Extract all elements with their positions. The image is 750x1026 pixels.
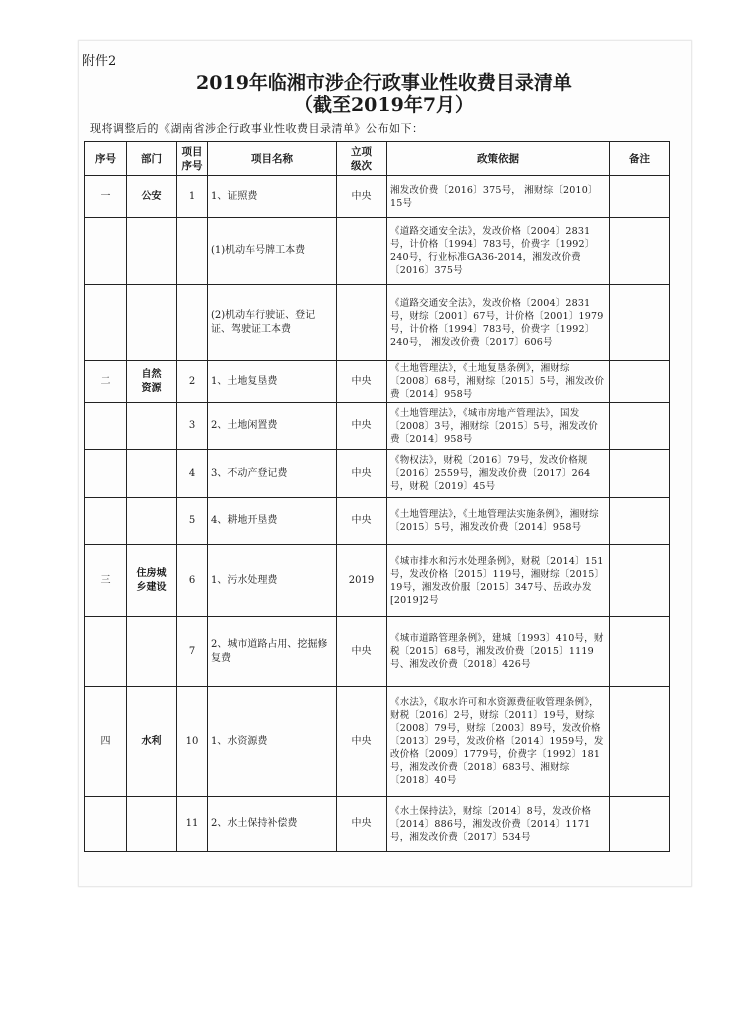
cell-seq [85, 450, 127, 498]
cell-seq: 二 [85, 361, 127, 403]
cell-seq [85, 403, 127, 450]
cell-note [610, 285, 670, 361]
cell-item [177, 218, 208, 285]
cell-name: 2、土地闲置费 [208, 403, 337, 450]
cell-level: 中央 [337, 498, 387, 545]
cell-item: 3 [177, 403, 208, 450]
document-subtitle: （截至2019年7月） [293, 94, 475, 116]
cell-dept: 住房城 乡建设 [127, 545, 177, 617]
header-note: 备注 [610, 142, 670, 176]
header-name: 项目名称 [208, 142, 337, 176]
cell-seq: 一 [85, 176, 127, 218]
cell-level: 中央 [337, 617, 387, 687]
table-row [85, 545, 670, 617]
cell-dept [127, 617, 177, 687]
cell-item [177, 285, 208, 361]
header-dept: 部门 [127, 142, 177, 176]
cell-seq [85, 617, 127, 687]
cell-name: 1、水资源费 [208, 687, 337, 797]
cell-basis: 《城市道路管理条例》，建城〔1993〕410号，财税〔2015〕68号，湘发改价费〔2015〕1119号、湘发改价费〔2018〕426号 [387, 617, 610, 687]
attachment-label: 附件2 [82, 54, 117, 69]
cell-item: 11 [177, 797, 208, 852]
header-level: 立项 级次 [337, 142, 387, 176]
cell-basis: 《物权法》，财税〔2016〕79号，发改价格规〔2016〕2559号，湘发改价费〔2017〕264号，财税〔2019〕45号 [387, 450, 610, 498]
cell-level: 中央 [337, 450, 387, 498]
cell-seq: 三 [85, 545, 127, 617]
cell-basis: 《道路交通安全法》，发改价格〔2004〕2831号，财综〔2001〕67号，计价格〔2001〕1979号，计价格〔1994〕783号，价费字〔1992〕240号， 湘发改价费〔2017〕606号 [387, 285, 610, 361]
cell-level [337, 218, 387, 285]
cell-note [610, 403, 670, 450]
cell-basis: 《道路交通安全法》，发改价格〔2004〕2831号，计价格〔1994〕783号，价费字〔1992〕240号，行业标准GA36-2014，湘发改价费〔2016〕375号 [387, 218, 610, 285]
cell-name: 3、不动产登记费 [208, 450, 337, 498]
cell-note [610, 617, 670, 687]
cell-name: 1、污水处理费 [208, 545, 337, 617]
cell-item: 5 [177, 498, 208, 545]
table-row [85, 687, 670, 797]
document-title: 2019年临湘市涉企行政事业性收费目录清单 [196, 72, 572, 94]
cell-basis: 湘发改价费〔2016〕375号， 湘财综〔2010〕15号 [387, 176, 610, 218]
cell-dept: 公安 [127, 176, 177, 218]
cell-level: 中央 [337, 797, 387, 852]
cell-note [610, 176, 670, 218]
cell-level: 中央 [337, 403, 387, 450]
cell-dept [127, 218, 177, 285]
cell-dept [127, 403, 177, 450]
cell-level: 中央 [337, 361, 387, 403]
cell-basis: 《土地管理法》，《城市房地产管理法》，国发〔2008〕3号，湘财综〔2015〕5号，湘发改价费〔2014〕958号 [387, 403, 610, 450]
cell-item: 10 [177, 687, 208, 797]
cell-basis: 《土地管理法》，《土地管理法实施条例》，湘财综〔2015〕5号，湘发改价费〔2014〕958号 [387, 498, 610, 545]
table-row [85, 450, 670, 498]
table-row [85, 361, 670, 403]
cell-note [610, 361, 670, 403]
table-row [85, 285, 670, 361]
cell-seq [85, 797, 127, 852]
cell-note [610, 687, 670, 797]
cell-dept [127, 797, 177, 852]
cell-level [337, 285, 387, 361]
cell-item: 7 [177, 617, 208, 687]
cell-item: 2 [177, 361, 208, 403]
cell-name: 1、证照费 [208, 176, 337, 218]
cell-seq: 四 [85, 687, 127, 797]
table-row [85, 218, 670, 285]
cell-name: 1、土地复垦费 [208, 361, 337, 403]
cell-item: 4 [177, 450, 208, 498]
cell-dept [127, 498, 177, 545]
cell-note [610, 450, 670, 498]
cell-basis: 《土地管理法》，《土地复垦条例》，湘财综〔2008〕68号，湘财综〔2015〕5号，湘发改价费〔2014〕958号 [387, 361, 610, 403]
cell-note [610, 797, 670, 852]
cell-level: 中央 [337, 687, 387, 797]
table-row [85, 403, 670, 450]
table-row [85, 176, 670, 218]
cell-note [610, 498, 670, 545]
cell-basis: 《水法》，《取水许可和水资源费征收管理条例》，财税〔2016〕2号，财综〔2011〕19号，财综〔2008〕79号，财综〔2003〕89号，发改价格〔2013〕29号，发改价格〔2014〕1959号，发改价格〔2009〕1779号，价费字〔1992〕181号，湘发改价费〔2018〕683号、湘财综〔2018〕40号 [387, 687, 610, 797]
fee-table [84, 141, 670, 852]
cell-name: (2)机动车行驶证、登记证、驾驶证工本费 [208, 285, 337, 361]
table-row [85, 797, 670, 852]
header-seq: 序号 [85, 142, 127, 176]
cell-seq [85, 498, 127, 545]
cell-name: (1)机动车号牌工本费 [208, 218, 337, 285]
header-basis: 政策依据 [387, 142, 610, 176]
cell-name: 2、城市道路占用、挖掘修复费 [208, 617, 337, 687]
table-header-row [85, 142, 670, 176]
cell-note [610, 545, 670, 617]
cell-note [610, 218, 670, 285]
intro-text: 现将调整后的《湖南省涉企行政事业性收费目录清单》公布如下： [90, 122, 424, 135]
cell-dept [127, 450, 177, 498]
cell-name: 2、水土保持补偿费 [208, 797, 337, 852]
cell-item: 1 [177, 176, 208, 218]
cell-dept: 水利 [127, 687, 177, 797]
cell-seq [85, 218, 127, 285]
cell-basis: 《水土保持法》，财综〔2014〕8号，发改价格〔2014〕886号，湘发改价费〔2014〕1171号，湘发改价费〔2017〕534号 [387, 797, 610, 852]
cell-name: 4、耕地开垦费 [208, 498, 337, 545]
cell-level: 2019 [337, 545, 387, 617]
cell-seq [85, 285, 127, 361]
cell-dept [127, 285, 177, 361]
cell-level: 中央 [337, 176, 387, 218]
cell-item: 6 [177, 545, 208, 617]
table-row [85, 617, 670, 687]
table-row [85, 498, 670, 545]
cell-dept: 自然 资源 [127, 361, 177, 403]
cell-basis: 《城市排水和污水处理条例》，财税〔2014〕151号，发改价格〔2015〕119号，湘财综〔2015〕19号，湘发改价服〔2015〕347号、岳政办发[2019]2号 [387, 545, 610, 617]
header-item-seq: 项目 序号 [177, 142, 208, 176]
